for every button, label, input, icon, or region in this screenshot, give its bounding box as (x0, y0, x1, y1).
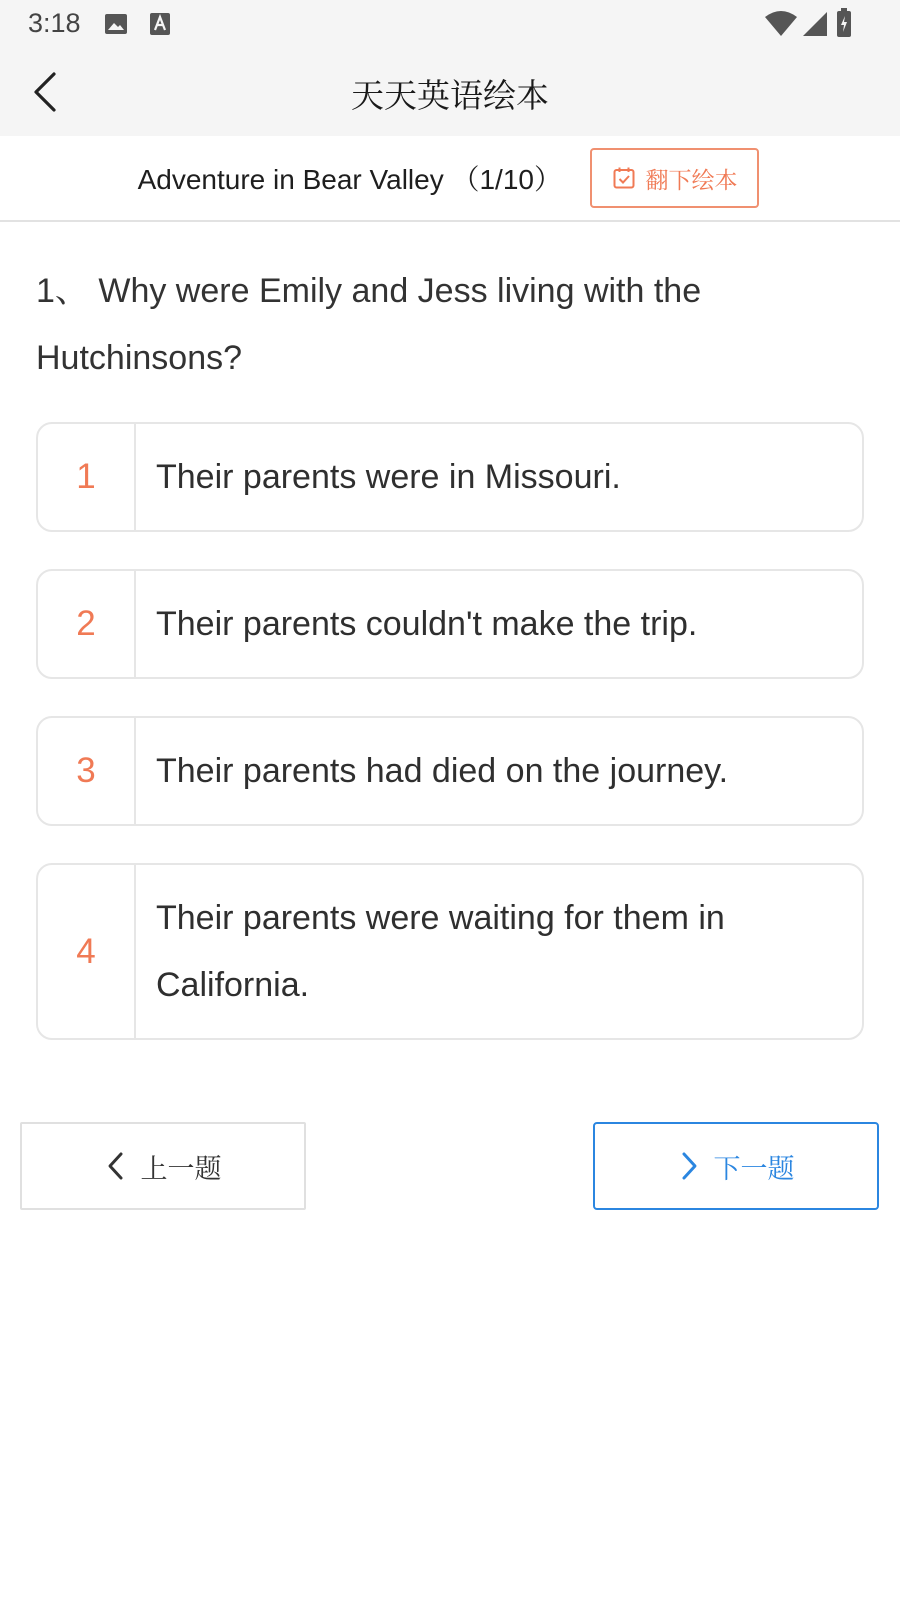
calendar-check-icon (612, 166, 636, 190)
option-text: Their parents were waiting for them in California. (156, 898, 725, 1004)
option-text: Their parents couldn't make the trip. (156, 604, 698, 643)
book-bar (0, 136, 900, 222)
next-book-label: 翻下绘本 (645, 167, 738, 194)
status-bar (0, 0, 900, 48)
answer-option-2[interactable] (36, 569, 864, 679)
chevron-left-icon (105, 1151, 127, 1181)
answer-option-4[interactable] (36, 863, 864, 1040)
page-title: 天天英语绘本 (351, 76, 549, 115)
option-number: 1 (38, 424, 136, 530)
answer-option-1[interactable] (36, 422, 864, 532)
battery-icon (836, 8, 852, 38)
next-book-button[interactable] (590, 148, 759, 208)
app-bar (0, 48, 900, 136)
signal-icon (802, 11, 828, 37)
chevron-right-icon (678, 1151, 700, 1181)
option-number: 2 (38, 571, 136, 677)
option-number: 4 (38, 865, 136, 1038)
answer-option-3[interactable] (36, 716, 864, 826)
previous-question-button[interactable] (20, 1122, 306, 1210)
question-text: 1、 Why were Emily and Jess living with the Hutchinsons? (36, 272, 702, 377)
option-number: 3 (38, 718, 136, 824)
text-a-icon (149, 12, 171, 36)
wifi-icon (764, 11, 798, 37)
image-icon (104, 13, 128, 35)
previous-question-label: 上一题 (140, 1153, 222, 1185)
option-text: Their parents had died on the journey. (156, 751, 729, 790)
option-text: Their parents were in Missouri. (156, 457, 621, 496)
next-question-button[interactable] (593, 1122, 879, 1210)
next-question-label: 下一题 (713, 1153, 795, 1185)
book-title: Adventure in Bear Valley （1/10） (137, 164, 562, 195)
status-time: 3:18 (28, 8, 81, 38)
